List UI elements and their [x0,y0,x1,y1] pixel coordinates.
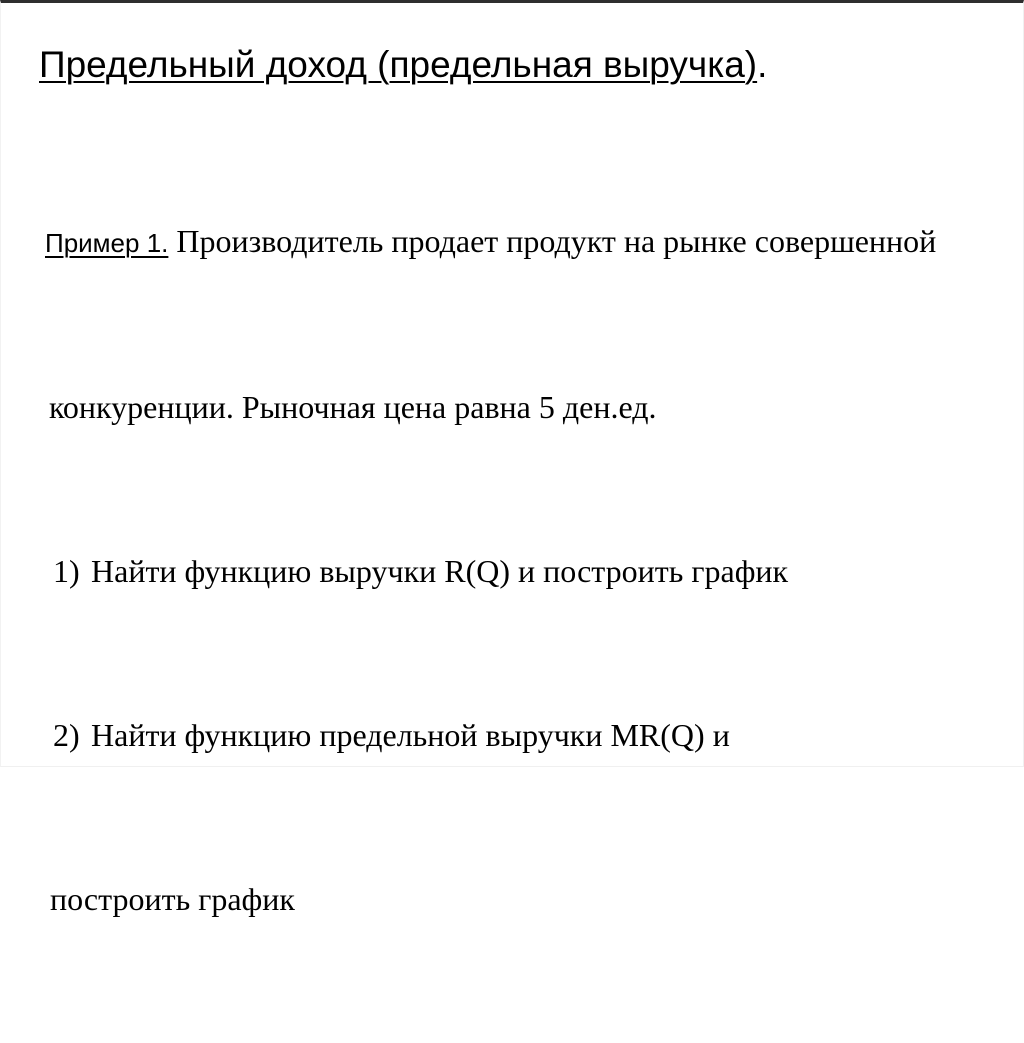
list-item-2-continuation: построить график [50,881,295,917]
example-text: Производитель продает продукт на рынке совершенной [168,223,937,259]
slide-body [45,98,1015,1043]
list-item-1-text: Найти функцию выручки R(Q) и построить график [91,553,789,589]
example-label: Пример 1. [45,228,169,258]
list-item-2 [45,715,1015,756]
list-item-1-number: 1) [53,553,80,589]
example-paragraph-line1 [45,221,1015,264]
slide-title-period: . [757,44,768,85]
slide-title-underlined-text: Предельный доход (предельная выручка) [39,44,758,85]
list-item-2-text: Найти функцию предельной выручки MR(Q) и [91,717,730,753]
list-item-1 [45,551,1015,592]
slide-title [39,43,767,87]
list-item-2-number: 2) [53,717,80,753]
example-paragraph-line2: конкуренции. Рыночная цена равна 5 ден.ед. [49,389,657,425]
